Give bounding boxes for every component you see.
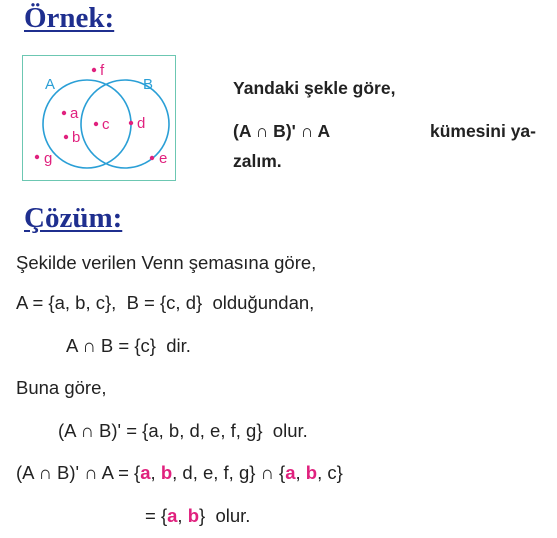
element-b: b: [72, 129, 81, 146]
solution-line-7-rest: olur.: [215, 505, 251, 526]
element-dot-f: [92, 68, 96, 72]
venn-svg: [23, 56, 175, 180]
solution-line-6: [16, 462, 343, 484]
element-d: d: [137, 115, 146, 132]
solution-line-5: [58, 420, 308, 442]
highlight-b-2: b: [305, 462, 318, 483]
element-f: f: [100, 62, 105, 79]
highlight-a-1: a: [140, 462, 151, 483]
solution-line-3: [66, 335, 191, 357]
element-c: c: [102, 116, 110, 133]
solution-line-4: Buna göre,: [16, 377, 107, 398]
problem-expression: (A ∩ B)' ∩ A: [233, 121, 331, 141]
highlight-b-1: b: [160, 462, 173, 483]
solution-line-3-rest: dir.: [166, 335, 191, 356]
solution-line-2-rest: olduğundan,: [212, 292, 315, 313]
final-highlight-a: a: [167, 505, 178, 526]
element-e: e: [159, 150, 168, 167]
problem-line-2-rest: kümesini ya-: [429, 121, 536, 141]
line-7-post: }: [199, 505, 206, 526]
final-highlight-b: b: [187, 505, 200, 526]
set-a-definition: A = {a, b, c},: [16, 292, 117, 313]
line-6-sep-1: ,: [150, 462, 161, 483]
venn-diagram: [22, 55, 176, 181]
solution-heading: Çözüm:: [24, 202, 123, 234]
set-b-definition: B = {c, d}: [126, 292, 203, 313]
set-a-circle: [43, 80, 131, 168]
element-g: g: [44, 150, 53, 167]
set-a-label: A: [45, 76, 56, 93]
line-6-end: , c}: [317, 462, 343, 483]
highlight-a-2: a: [285, 462, 296, 483]
example-heading: Örnek:: [24, 2, 115, 34]
line-7-sep: ,: [177, 505, 188, 526]
line-6-sep-2: ,: [295, 462, 306, 483]
complement-result: (A ∩ B)' = {a, b, d, e, f, g}: [58, 420, 263, 441]
element-dot-d: [129, 121, 133, 125]
problem-line-1: Yandaki şekle göre,: [233, 78, 396, 98]
set-b-label: B: [143, 76, 154, 93]
solution-line-1: Şekilde verilen Venn şemasına göre,: [16, 252, 317, 273]
element-dot-b: [64, 135, 68, 139]
element-dot-e: [150, 156, 154, 160]
solution-line-5-rest: olur.: [272, 420, 308, 441]
element-dot-c: [94, 122, 98, 126]
element-dot-g: [35, 155, 39, 159]
solution-line-2: [16, 292, 314, 314]
solution-line-7: [145, 505, 250, 527]
line-6-mid: , d, e, f, g} ∩ {: [172, 462, 286, 483]
intersection-result: A ∩ B = {c}: [66, 335, 156, 356]
line-6-lhs: (A ∩ B)' ∩ A = {: [16, 462, 141, 483]
line-7-pre: = {: [145, 505, 168, 526]
element-dot-a: [62, 111, 66, 115]
element-a: a: [70, 105, 79, 122]
problem-line-3: zalım.: [233, 151, 282, 171]
problem-line-2: [233, 121, 536, 142]
